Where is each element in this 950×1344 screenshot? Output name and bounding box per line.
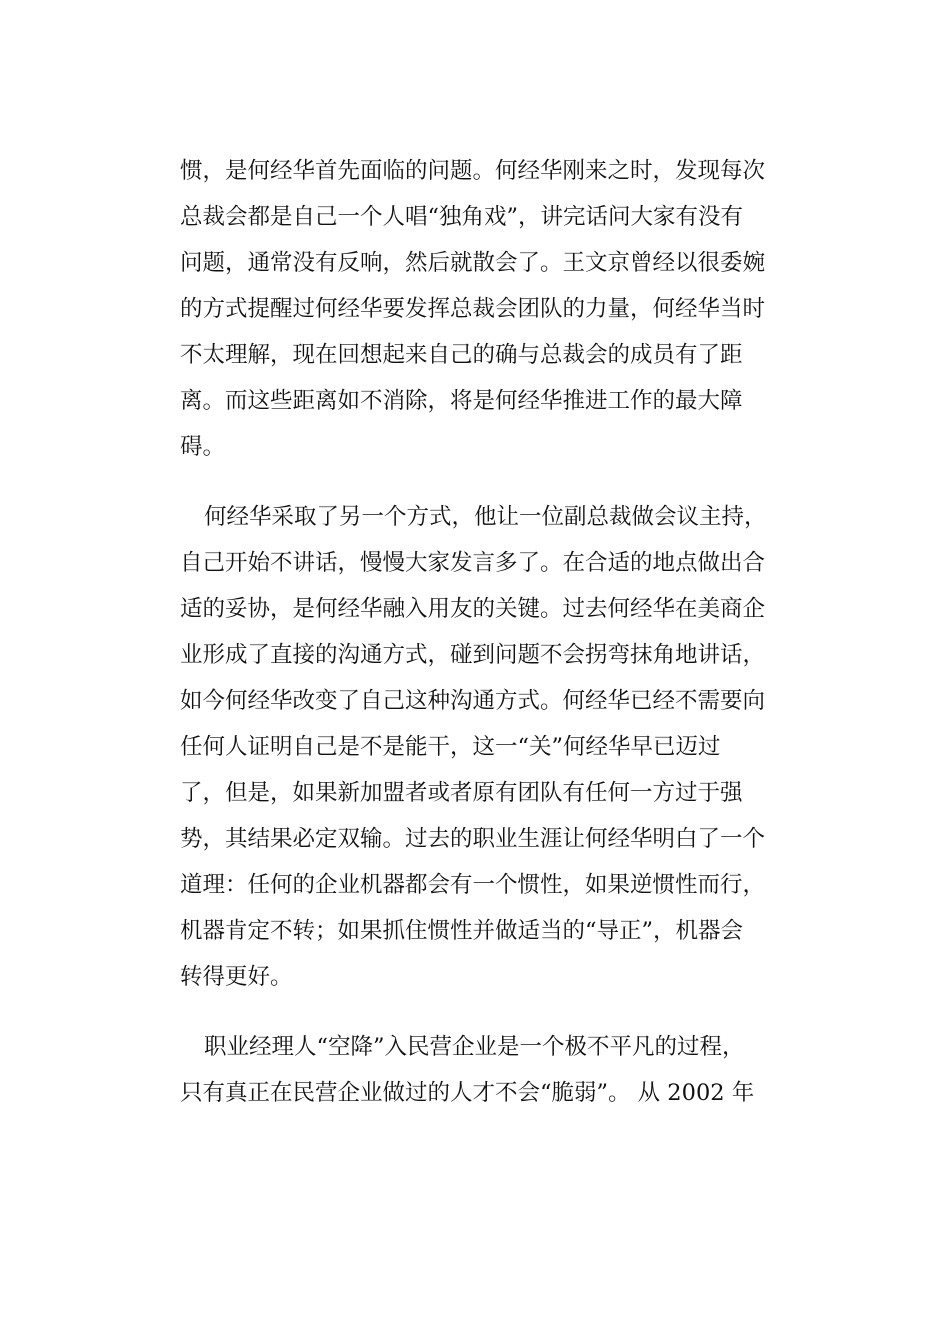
text-line: 职业经理人“空降”入民营企业是一个极不平凡的过程， <box>204 1034 745 1060</box>
paragraph-1 <box>180 148 780 470</box>
text-line: 任何人证明自己是不是能干，这一“关”何经华早已迈过 <box>180 734 721 760</box>
document-body <box>180 148 780 1140</box>
text-line: 了，但是，如果新加盟者或者原有团队有任何一方过于强 <box>180 780 743 806</box>
text-line: 碍。 <box>180 434 226 460</box>
text-line: 惯，是何经华首先面临的问题。何经华刚来之时，发现每次 <box>180 158 766 184</box>
text-line: 道理：任何的企业机器都会有一个惯性，如果逆惯性而行， <box>180 872 766 898</box>
text-line: 的方式提醒过何经华要发挥总裁会团队的力量，何经华当时 <box>180 296 766 322</box>
text-line: 适的妥协，是何经华融入用友的关键。过去何经华在美商企 <box>180 596 766 622</box>
text-line: 总裁会都是自己一个人唱“独角戏”，讲完话问大家有没有 <box>180 204 744 230</box>
paragraph-3 <box>180 1024 780 1116</box>
text-line: 自己开始不讲话，慢慢大家发言多了。在合适的地点做出合 <box>180 550 766 576</box>
text-line: 何经华采取了另一个方式，他让一位副总裁做会议主持， <box>204 504 767 530</box>
text-line: 只有真正在民营企业做过的人才不会“脆弱”。 从 2002 年 <box>180 1080 755 1106</box>
text-line: 不太理解，现在回想起来自己的确与总裁会的成员有了距 <box>180 342 743 368</box>
paragraph-2 <box>180 494 780 1000</box>
text-line: 离。而这些距离如不消除，将是何经华推进工作的最大障 <box>180 388 743 414</box>
text-line: 势，其结果必定双输。过去的职业生涯让何经华明白了一个 <box>180 826 766 852</box>
text-line: 如今何经华改变了自己这种沟通方式。何经华已经不需要向 <box>180 688 766 714</box>
text-line: 转得更好。 <box>180 964 293 990</box>
text-line: 问题，通常没有反响，然后就散会了。王文京曾经以很委婉 <box>180 250 766 276</box>
text-line: 业形成了直接的沟通方式，碰到问题不会拐弯抹角地讲话， <box>180 642 766 668</box>
text-line: 机器肯定不转；如果抓住惯性并做适当的“导正”，机器会 <box>180 918 744 944</box>
